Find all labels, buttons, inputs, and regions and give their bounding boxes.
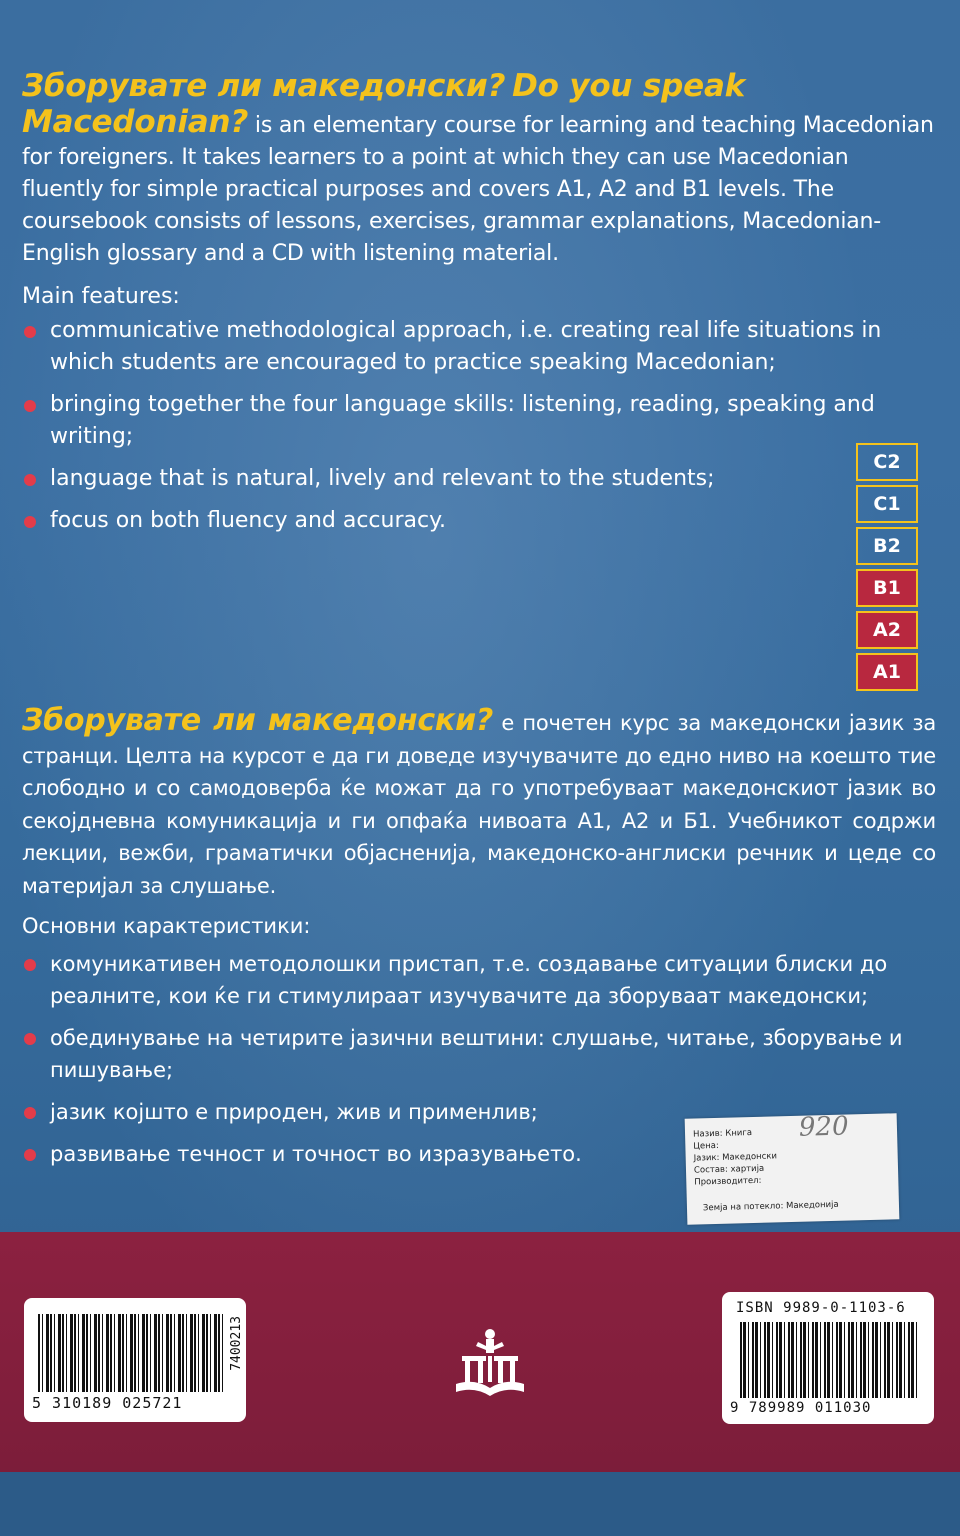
english-features-list bbox=[22, 315, 934, 537]
sticker-line: Назив: Книга bbox=[692, 1128, 753, 1140]
bullet-icon bbox=[24, 1107, 36, 1119]
list-item bbox=[22, 948, 936, 1012]
price-sticker bbox=[685, 1113, 900, 1225]
barcode-side-number: 7400213 bbox=[229, 1316, 244, 1371]
english-section bbox=[22, 70, 934, 547]
feature-text: јазик којшто е природен, жив и применлив; bbox=[50, 1100, 538, 1124]
list-item bbox=[22, 389, 934, 453]
level-c1: C1 bbox=[856, 485, 918, 523]
title-macedonian: Зборувате ли македонски? bbox=[22, 68, 506, 104]
sticker-line: Состав: хартија bbox=[693, 1163, 765, 1176]
barcode-bars bbox=[38, 1314, 224, 1392]
bullet-icon bbox=[24, 474, 36, 486]
cefr-levels bbox=[856, 443, 918, 695]
list-item bbox=[22, 463, 934, 495]
barcode-left bbox=[24, 1298, 246, 1422]
handwritten-price: 920 bbox=[798, 1111, 849, 1143]
macedonian-title: Зборувате ли македонски? bbox=[22, 703, 494, 738]
macedonian-intro bbox=[22, 705, 936, 902]
feature-text: обединување на четирите јазични вештини: слушање, читање, зборување и пишување; bbox=[50, 1026, 903, 1082]
feature-text: focus on both fluency and accuracy. bbox=[50, 508, 446, 533]
bullet-icon bbox=[24, 326, 36, 338]
bottom-strip bbox=[0, 1472, 960, 1536]
list-item bbox=[22, 505, 934, 537]
level-b2: B2 bbox=[856, 527, 918, 565]
feature-text: развивање течност и точност во изразувањето. bbox=[50, 1142, 582, 1166]
macedonian-section bbox=[22, 705, 936, 1180]
feature-text: bringing together the four language skills: listening, reading, speaking and writing; bbox=[50, 392, 875, 449]
barcode-number: 5 310189 025721 bbox=[32, 1394, 183, 1412]
title-english: Do you speak Macedonian? bbox=[22, 68, 746, 140]
sticker-line: Јазик: Македонски bbox=[693, 1151, 778, 1164]
feature-text: комуникативен методолошки пристап, т.е. создавање ситуации блиски до реалните, кои ќе ги стимулираат изучувачите да зборуваат македонски; bbox=[50, 952, 888, 1008]
bullet-icon bbox=[24, 516, 36, 528]
macedonian-features-heading: Основни карактеристики: bbox=[22, 914, 311, 938]
feature-text: communicative methodological approach, i.e. creating real life situations in which students are encouraged to practice speaking Macedonian; bbox=[50, 318, 882, 375]
sticker-line: Производител: bbox=[694, 1175, 762, 1188]
level-a2: A2 bbox=[856, 611, 918, 649]
list-item bbox=[22, 315, 934, 379]
bullet-icon bbox=[24, 1149, 36, 1161]
level-a1: A1 bbox=[856, 653, 918, 691]
bullet-icon bbox=[24, 400, 36, 412]
bullet-icon bbox=[24, 959, 36, 971]
features-heading: Main features: bbox=[22, 284, 180, 309]
list-item bbox=[22, 1022, 936, 1086]
sticker-origin: Земја на потекло: Македонија bbox=[702, 1199, 839, 1214]
feature-text: language that is natural, lively and relevant to the students; bbox=[50, 466, 715, 491]
publisher-logo-icon bbox=[448, 1322, 532, 1406]
sticker-line: Цена: bbox=[693, 1140, 719, 1152]
level-b1: B1 bbox=[856, 569, 918, 607]
bullet-icon bbox=[24, 1033, 36, 1045]
barcode-bars bbox=[740, 1322, 920, 1398]
macedonian-intro-body: е почетен курс за македонски јазик за странци. Целта на курсот е да ги доведе изучувачите до едно ниво на коешто тие слободно и со самодоверба ќе можат да го употребуваат македонскиот јазик во секојдневна комуникација и ги опфаќа нивоата А1, А2 и Б1. Учебникот содржи лекции, вежби, граматички објасненија, македонско-англиски речник и цеде со материјал за слушање. bbox=[22, 711, 936, 898]
level-c2: C2 bbox=[856, 443, 918, 481]
intro-body: elementary course for learning and teaching Macedonian for foreigners. It takes learners to a point at which they can use Macedonian fluently for simple practical purposes and covers A1, A2 and B1 levels. The coursebook consists of lessons, exercises, grammar explanations, Macedonian-English glossary and a CD with listening material. bbox=[22, 113, 934, 266]
intro-tail: is an bbox=[254, 113, 306, 138]
isbn-label: ISBN 9989-0-1103-6 bbox=[736, 1300, 906, 1316]
english-intro bbox=[22, 70, 934, 270]
barcode-right bbox=[722, 1292, 934, 1424]
barcode-number: 9 789989 011030 bbox=[730, 1400, 872, 1416]
